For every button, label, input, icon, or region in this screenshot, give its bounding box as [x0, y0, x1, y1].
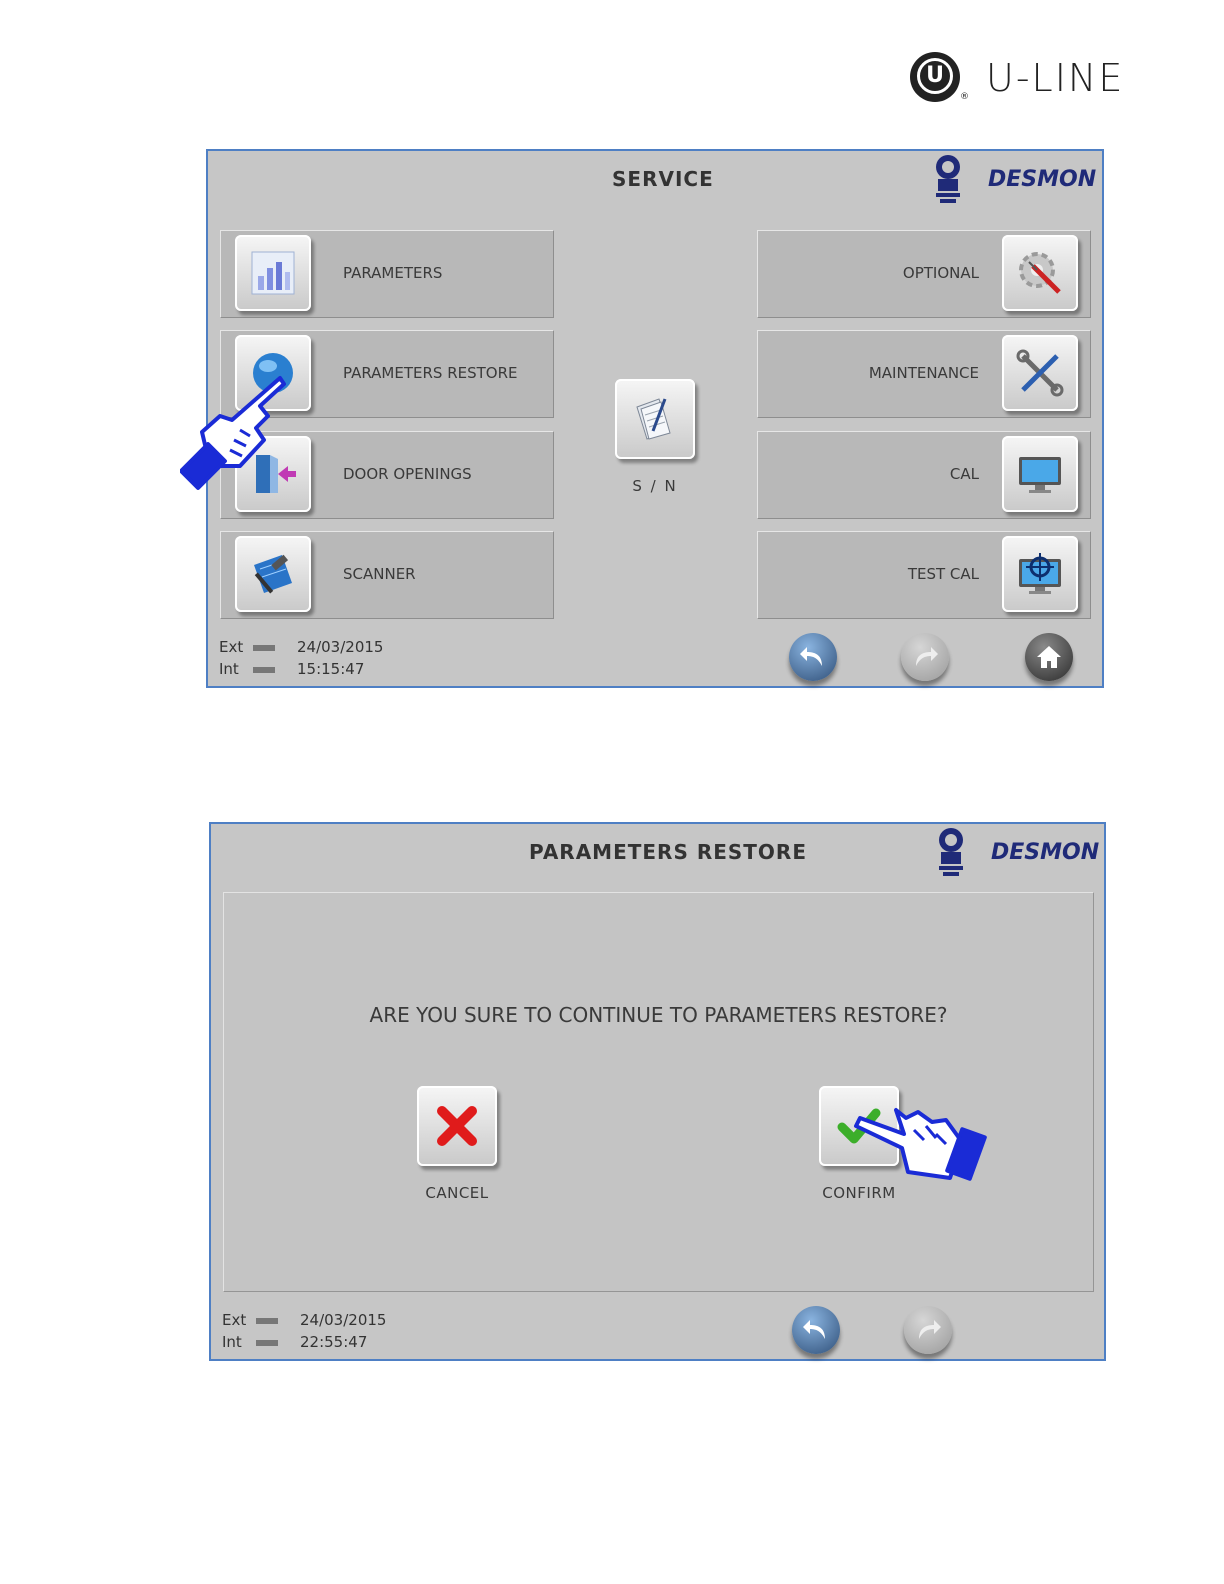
menu-cal[interactable] [757, 431, 1091, 519]
maintenance-button[interactable] [1002, 335, 1078, 411]
menu-label-parameters: PARAMETERS [343, 264, 443, 282]
page-title: SERVICE [612, 167, 714, 191]
page-title: PARAMETERS RESTORE [529, 840, 807, 864]
int-indicator [256, 1340, 278, 1346]
crosshair-monitor-icon [1015, 549, 1065, 599]
status-panel [219, 638, 419, 684]
menu-label-test-cal: TEST CAL [907, 565, 979, 583]
registered-mark: ® [960, 92, 969, 102]
ext-indicator [253, 645, 275, 651]
brand-name: U-LINE [986, 56, 1125, 100]
forward-button[interactable] [901, 633, 949, 681]
desmon-logo [929, 824, 1104, 884]
wrench-screwdriver-icon [1015, 348, 1065, 398]
bar-chart-icon [248, 248, 298, 298]
desmon-mascot-icon [926, 153, 970, 203]
ext-label: Ext [219, 638, 244, 656]
desmon-logo-text: DESMON [988, 167, 1097, 192]
menu-parameters[interactable] [220, 230, 554, 318]
monitor-icon [1015, 449, 1065, 499]
cal-button[interactable] [1002, 436, 1078, 512]
int-label: Int [219, 660, 239, 678]
desmon-logo-text: DESMON [991, 840, 1100, 865]
optional-button[interactable] [1002, 235, 1078, 311]
confirm-question: ARE YOU SURE TO CONTINUE TO PARAMETERS RESTORE? [369, 1003, 948, 1027]
document-check-icon [629, 393, 679, 443]
home-icon [1034, 642, 1064, 672]
desmon-mascot-icon [929, 826, 973, 876]
int-indicator [253, 667, 275, 673]
scanner-button[interactable] [235, 536, 311, 612]
u-line-logo-mark [910, 52, 960, 102]
pointing-hand-icon [850, 1090, 995, 1190]
forward-button[interactable] [904, 1306, 952, 1354]
menu-label-door-openings: DOOR OPENINGS [343, 465, 472, 483]
close-icon [432, 1101, 482, 1151]
menu-label-parameters-restore: PARAMETERS RESTORE [343, 364, 518, 382]
ext-indicator [256, 1318, 278, 1324]
cancel-label: CANCEL [425, 1184, 489, 1202]
forward-arrow-icon [913, 1315, 943, 1345]
menu-test-cal[interactable] [757, 531, 1091, 619]
back-arrow-icon [801, 1315, 831, 1345]
status-panel [222, 1311, 422, 1357]
parameters-button[interactable] [235, 235, 311, 311]
u-line-logo [910, 52, 1140, 108]
gear-screwdriver-icon [1015, 248, 1065, 298]
blueprint-hammer-icon [248, 549, 298, 599]
menu-maintenance[interactable] [757, 330, 1091, 418]
menu-label-optional: OPTIONAL [902, 264, 979, 282]
home-button[interactable] [1025, 633, 1073, 681]
menu-label-cal: CAL [949, 465, 979, 483]
status-date: 24/03/2015 [300, 1311, 387, 1329]
desmon-logo [926, 151, 1101, 211]
test-cal-button[interactable] [1002, 536, 1078, 612]
pointing-hand-icon [180, 370, 290, 500]
back-arrow-icon [798, 642, 828, 672]
ext-label: Ext [222, 1311, 247, 1329]
status-time: 22:55:47 [300, 1333, 368, 1351]
int-label: Int [222, 1333, 242, 1351]
menu-label-maintenance: MAINTENANCE [868, 364, 979, 382]
back-button[interactable] [789, 633, 837, 681]
confirm-label: CONFIRM [822, 1184, 896, 1202]
back-button[interactable] [792, 1306, 840, 1354]
forward-arrow-icon [910, 642, 940, 672]
menu-optional[interactable] [757, 230, 1091, 318]
status-time: 15:15:47 [297, 660, 365, 678]
serial-number-label: S / N [632, 477, 678, 495]
menu-label-scanner: SCANNER [343, 565, 416, 583]
serial-number-button[interactable] [615, 379, 695, 459]
menu-scanner[interactable] [220, 531, 554, 619]
status-date: 24/03/2015 [297, 638, 384, 656]
service-screen [206, 149, 1104, 688]
cancel-button[interactable] [417, 1086, 497, 1166]
